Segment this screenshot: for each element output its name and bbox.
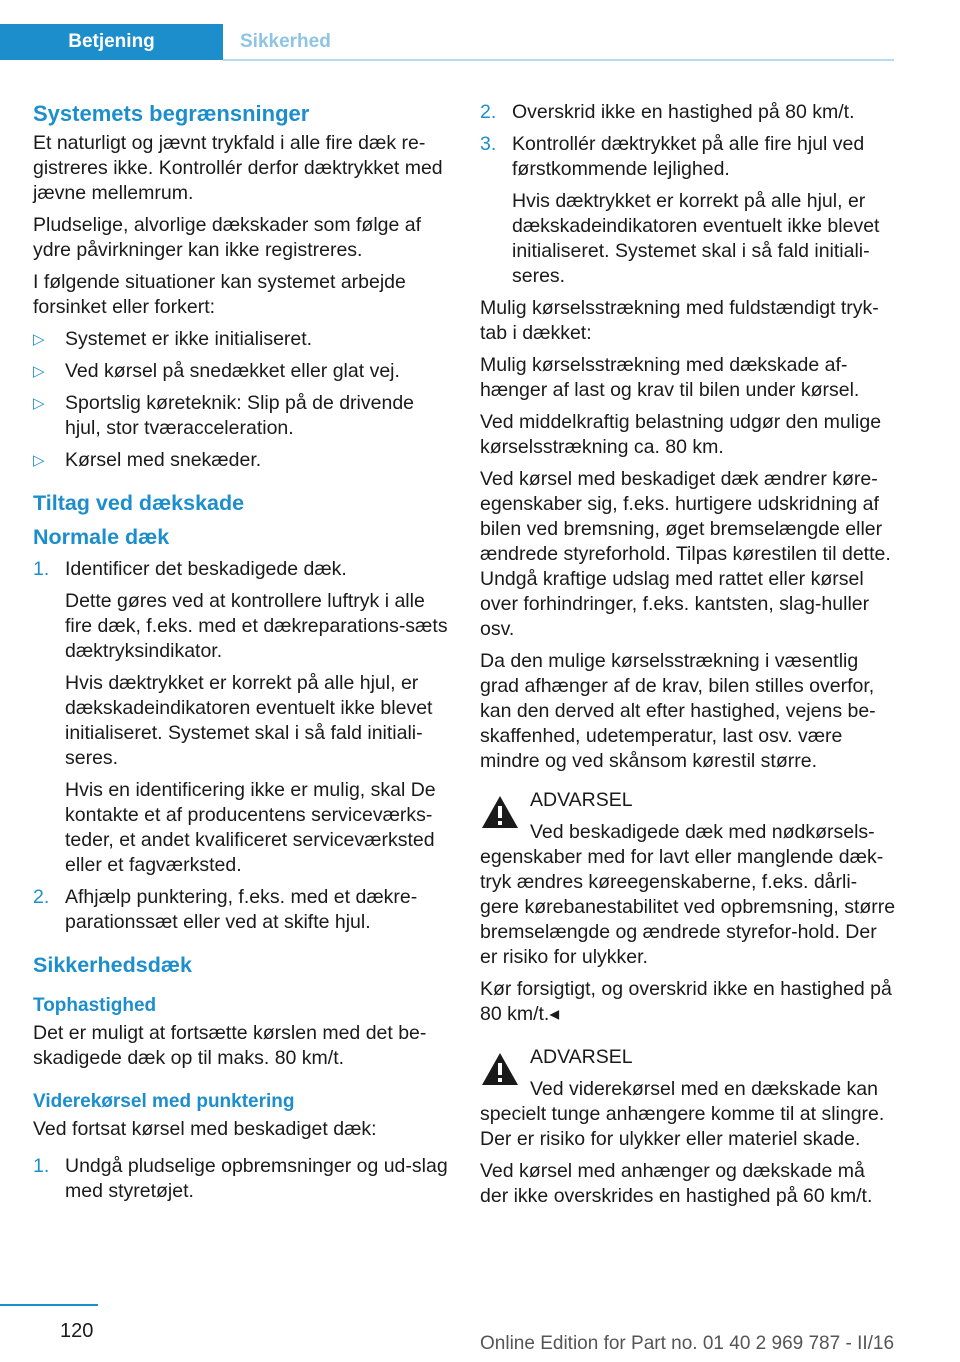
bullet-marker-icon: ▷ — [33, 331, 45, 348]
list-item — [480, 132, 896, 289]
left-column — [33, 100, 449, 1211]
right-column — [480, 100, 896, 1216]
list-item-text: Overskrid ikke en hastighed på 80 km/t. — [512, 101, 855, 123]
heading-viderekoersel: Viderekørsel med punktering — [33, 1091, 295, 1112]
list-item — [480, 100, 896, 125]
footer-edition: Online Edition for Part no. 01 40 2 969 787 - II/16 — [480, 1333, 895, 1354]
step-number: 3. — [480, 133, 497, 155]
list-item-text: Kontrollér dæktrykket på alle fire hjul ved førstkommende lejlighed. — [512, 133, 865, 180]
paragraph: I følgende situationer kan systemet arbejde forsinket eller forkert: — [33, 271, 406, 318]
paragraph: Kør forsigtigt, og overskrid ikke en hastighed på 80 km/t.◂ — [480, 978, 892, 1025]
paragraph: Hvis dæktrykket er korrekt på alle hjul, er dækskadeindikatoren eventuelt ikke blevet initialiseret. Systemet skal i så fald initiali-seres. — [512, 190, 880, 287]
warning-triangle-icon — [480, 794, 520, 830]
paragraph: Ved fortsat kørsel med beskadiget dæk: — [33, 1118, 377, 1140]
paragraph: Pludselige, alvorlige dækskader som følge af ydre påvirkninger kan ikke registreres. — [33, 214, 422, 261]
list-item-text: Systemet er ikke initialiseret. — [65, 328, 313, 350]
paragraph: Et naturligt og jævnt trykfald i alle fire dæk re-gistreres ikke. Kontrollér derfor dæktrykket med jævne mellemrum. — [33, 132, 443, 204]
tab-bar — [0, 24, 894, 62]
heading-limits: Systemets begrænsninger — [33, 101, 310, 126]
page-number-rule — [0, 1304, 98, 1306]
page-number: 120 — [60, 1320, 94, 1342]
step-number: 1. — [33, 1155, 50, 1177]
paragraph: Mulig kørselsstrækning med dækskade af-hænger af last og krav til bilen under kørsel. — [480, 354, 860, 401]
paragraph: Da den mulige kørselsstrækning i væsentlig grad afhænger af de krav, bilen stilles overfor, kan den derved alt efter hastighed, vejens be-skaffenhed, udetemperatur, last osv. være mindre og ved skånsom kørestil større. — [480, 650, 876, 772]
tab-sikkerhed[interactable]: Sikkerhed — [240, 31, 331, 52]
paragraph: Hvis en identificering ikke er mulig, skal De kontakte et af producentens serviceværks-teder, et andet kvalificeret serviceværksted eller et fagværksted. — [65, 779, 436, 876]
warning-block — [480, 1045, 896, 1152]
list-item — [33, 391, 449, 441]
list-item — [33, 885, 449, 935]
paragraph: Mulig kørselsstrækning med fuldstændigt tryk-tab i dækket: — [480, 297, 879, 344]
list-item — [33, 359, 449, 384]
list-item — [33, 448, 449, 473]
list-item-text: Sportslig køreteknik: Slip på de drivende hjul, stor tværacceleration. — [65, 392, 415, 439]
warning-text: Ved viderekørsel med en dækskade kan specielt tunge anhængere komme til at slingre. Der er risiko for ulykker eller materiel skade. — [480, 1078, 885, 1150]
tab-betjening[interactable]: Betjening — [0, 24, 223, 60]
bullet-marker-icon: ▷ — [33, 452, 45, 469]
paragraph: Dette gøres ved at kontrollere luftryk i alle fire dæk, f.eks. med et dækreparations-sæts dæktryksindikator. — [65, 590, 448, 662]
list-item-text: Afhjælp punktering, f.eks. med et dækre-parationssæt eller ved at skifte hjul. — [65, 886, 418, 933]
warning-title: ADVARSEL — [530, 789, 633, 811]
list-item-text: Undgå pludselige opbremsninger og ud-slag med styretøjet. — [65, 1155, 448, 1202]
paragraph: Det er muligt at fortsætte kørslen med det be-skadigede dæk op til maks. 80 km/t. — [33, 1022, 427, 1069]
bullet-marker-icon: ▷ — [33, 363, 45, 380]
step-number: 2. — [480, 101, 497, 123]
step-number: 1. — [33, 558, 50, 580]
heading-normale-daek: Normale dæk — [33, 525, 170, 549]
list-item — [33, 327, 449, 352]
warning-title: ADVARSEL — [530, 1046, 633, 1068]
heading-tophastighed: Tophastighed — [33, 995, 157, 1016]
tab-underline — [223, 59, 894, 61]
list-item-text: Kørsel med snekæder. — [65, 449, 262, 471]
warning-text: Ved beskadigede dæk med nødkørsels-egenskaber med for lavt eller manglende dæk-tryk ændres køreegenskaberne, f.eks. dårli-gere kørebanestabilitet ved opbremsning, større bremselængde og ændrede styrefor-hold. Der er risiko for ulykker. — [480, 821, 896, 968]
heading-sikkerhedsdaek: Sikkerhedsdæk — [33, 953, 192, 977]
list-item-text: Identificer det beskadigede dæk. — [65, 558, 347, 580]
paragraph: Ved middelkraftig belastning udgør den mulige kørselsstrækning ca. 80 km. — [480, 411, 882, 458]
paragraph: Ved kørsel med anhænger og dækskade må der ikke overskrides en hastighed på 60 km/t. — [480, 1160, 873, 1207]
bullet-marker-icon: ▷ — [33, 395, 45, 412]
warning-block — [480, 788, 896, 970]
warning-triangle-icon — [480, 1051, 520, 1087]
step-number: 2. — [33, 886, 50, 908]
paragraph: Hvis dæktrykket er korrekt på alle hjul, er dækskadeindikatoren eventuelt ikke blevet initialiseret. Systemet skal i så fald initiali-seres. — [65, 672, 433, 769]
paragraph: Ved kørsel med beskadiget dæk ændrer køre-egenskaber sig, f.eks. hurtigere udskridning af bilen ved bremsning, øget bremselængde eller ændrede styreforhold. Tilpas kørestilen til dette. Undgå kraftige udslag med rattet eller kørsel over forhindringer, f.eks. kantsten, slag-huller osv. — [480, 468, 891, 640]
list-item — [33, 557, 449, 878]
list-item-text: Ved kørsel på snedækket eller glat vej. — [65, 360, 400, 382]
list-item — [33, 1154, 449, 1204]
heading-tiltag: Tiltag ved dækskade — [33, 491, 245, 515]
